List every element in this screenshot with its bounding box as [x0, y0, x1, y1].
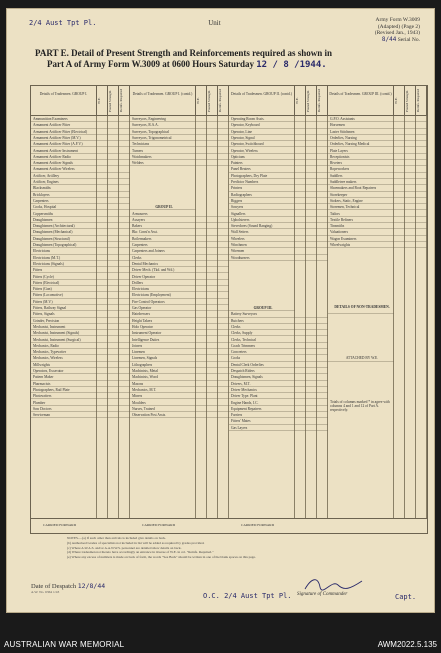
trade-row: Joiners	[130, 343, 229, 349]
trade-row: Plumber	[31, 400, 130, 406]
trade-row: Ammunition Examiners	[31, 116, 130, 122]
date-value: 12 / 8 /1944.	[256, 60, 327, 70]
trade-row: Valuationers	[328, 229, 427, 235]
despatch-date-label: Date of Despatch	[31, 583, 77, 590]
trade-row: Mechanics, Typewriter	[31, 349, 130, 355]
trade-row: Bakers	[130, 223, 229, 229]
trade-row: Height Takers	[130, 318, 229, 324]
column-header-sub-label: Reinfs. Required	[416, 89, 420, 113]
column-header-sub	[306, 86, 317, 116]
trade-row: Battery Surveyors	[229, 311, 328, 317]
trade-row: Receptionists	[328, 154, 427, 160]
trade-row: Boilermakers	[130, 236, 229, 242]
trade-row: Artificer, Artillery	[31, 173, 130, 179]
trade-row: Wagon Examiners	[328, 236, 427, 242]
trade-row: Coach Trimmers	[229, 343, 328, 349]
column-header-sub	[207, 86, 218, 116]
trade-row: Winchmen	[229, 242, 328, 248]
trade-row: Draughtsmen	[31, 217, 130, 223]
trade-row: Tinsmiths	[328, 223, 427, 229]
trade-row: Cooks	[229, 355, 328, 361]
trade-row: Radiographers	[229, 192, 328, 198]
trade-row: Draughtsmen (Mechanical)	[31, 229, 130, 235]
trade-row: Fire Control Operators	[130, 299, 229, 305]
trade-row: Mechanist, Instrument (Signals)	[31, 330, 130, 336]
trade-row: Serviceman	[31, 412, 130, 418]
trade-row: Draughtsmen (Structural)	[31, 236, 130, 242]
trade-row: Hairdressers	[130, 311, 229, 317]
attached-label: ATTACHED BY W.E.	[328, 355, 394, 361]
trade-row: Armament Artificer Wireless	[31, 166, 130, 172]
trade-row: Mechanist, Instrument	[31, 324, 130, 330]
column-header-sub	[394, 86, 405, 116]
column-header-sub-label: W.E.	[97, 97, 101, 105]
trade-row: Woodturners	[229, 255, 328, 261]
carried-forward-label: CARRIED FORWARD	[241, 523, 275, 527]
trade-row: Carpenters	[31, 198, 130, 204]
trade-row: Draughtsmen (Architectural)	[31, 223, 130, 229]
caption-right: AWM2022.5.135	[377, 640, 437, 649]
trade-row: Driver Operator	[130, 274, 229, 280]
column-header-sub-label: Posted Strength	[405, 90, 409, 112]
trade-row: G.P.O. Assistants	[328, 116, 427, 122]
trade-row: Artificer, Engines	[31, 179, 130, 185]
trade-row: Technicians	[130, 141, 229, 147]
trade-row: Wall Setters	[229, 229, 328, 235]
column-header-details: Details of Tradesmen. GROUP I.	[31, 86, 97, 116]
column-header-sub-label: Posted Strength	[306, 90, 310, 112]
trade-row: Turners	[130, 148, 229, 154]
trade-row: Surveyors, Engineering	[130, 116, 229, 122]
trade-row: Armourers	[130, 211, 229, 217]
trade-row: Coppersmiths	[31, 211, 130, 217]
trade-row: Fitters, Signals	[31, 311, 130, 317]
trade-row: Armament Artificer Fitter	[31, 122, 130, 128]
trade-row: Orderlies, Nursing Medical	[328, 141, 427, 147]
column-header-sub-label: Reinfs. Required	[218, 89, 222, 113]
trade-row: Engine Hands, I.C.	[229, 400, 328, 406]
trade-row: Panel Beaters	[229, 166, 328, 172]
trade-row: Equipment Repairers	[229, 406, 328, 412]
unit-label: Unit	[208, 19, 221, 27]
trade-row: Linemen	[130, 349, 229, 355]
trade-row: Upholsterers	[229, 217, 328, 223]
signature-scribble	[302, 575, 372, 593]
caption-left: AUSTRALIAN WAR MEMORIAL	[4, 640, 125, 649]
trade-row: Masons	[130, 381, 229, 387]
trade-row: Predictor Numbers	[229, 179, 328, 185]
trade-row: Driver Mech. (Tkd. and Wd.)	[130, 267, 229, 273]
trade-row: Machinists, Wood	[130, 374, 229, 380]
form-revised: (Revised Jan., 1943)	[374, 30, 420, 36]
column-header-sub-label: Posted Strength	[207, 90, 211, 112]
group-heading: GROUP II.	[130, 204, 196, 210]
note-e: (e) Where any excess of numbers is made on back of form, the words "See Back" should be written in one of the blank spaces on this page.	[67, 555, 256, 560]
column-header-sub-label: W.E.	[295, 97, 299, 105]
column-header-sub	[97, 86, 108, 116]
trade-row: Welders	[130, 160, 229, 166]
trade-row: Riggers	[229, 198, 328, 204]
column-header-sub	[405, 86, 416, 116]
trade-row: Signallers	[229, 211, 328, 217]
column-header-sub	[317, 86, 328, 116]
form-sheet	[6, 8, 435, 613]
trade-row: Millwrights	[31, 362, 130, 368]
trade-row: Bkr. Const'n Asst.	[130, 229, 229, 235]
trade-row: Photographers, Dry Plate	[229, 173, 328, 179]
unit-line	[29, 19, 221, 27]
trade-row: Wheelers	[229, 236, 328, 242]
trade-row: Miners	[130, 393, 229, 399]
column-header-sub	[218, 86, 229, 116]
trade-row: Electricians	[31, 248, 130, 254]
trade-row: Fitters, Railway Signal	[31, 305, 130, 311]
strength-table	[30, 85, 428, 534]
trade-row: Mechanics, Radio	[31, 343, 130, 349]
trade-row: Electricians (Employment)	[130, 292, 229, 298]
note-d: (d) Where tradesmen not thereto have accordingly an entrance in inverse of W.E. in col. "Reinfs. Required."	[67, 550, 214, 555]
trade-row: Printers	[229, 185, 328, 191]
trade-row: Driver Type. Plant	[229, 393, 328, 399]
trade-row: Armament Artificer Radio	[31, 154, 130, 160]
trade-row: Storekeeper	[328, 192, 427, 198]
trade-row: Dental Mechanics	[130, 261, 229, 267]
trade-row: Bricklayers	[31, 192, 130, 198]
signature-label: Signature of Commander	[297, 592, 348, 597]
trade-row: Clerks	[130, 255, 229, 261]
trade-row: Grinder, Precision	[31, 318, 130, 324]
trade-row: Photographers, Rail Plate	[31, 387, 130, 393]
trade-row: Drivers, M.T.	[229, 381, 328, 387]
trade-row: Mechanics, Wireless	[31, 355, 130, 361]
trade-row: Surveyors, R.A.A.	[130, 122, 229, 128]
column-header-sub	[295, 86, 306, 116]
rank: Capt.	[395, 593, 417, 601]
trade-row: Electricians (M.T.)	[31, 255, 130, 261]
trade-row: Ropeworkers	[328, 166, 427, 172]
carried-forward-label: CARRIED FORWARD	[43, 523, 77, 527]
trade-row: Fitters (Gun)	[31, 286, 130, 292]
trade-row: Operator, Switchboard	[229, 141, 328, 147]
column-header-details: Details of Tradesmen. GROUP III. (contd.)	[328, 86, 394, 116]
column-header-sub	[119, 86, 130, 116]
carried-forward-row	[31, 518, 427, 533]
form-title	[35, 48, 415, 71]
column-header-sub	[196, 86, 207, 116]
trade-row: Mechanics, M.T.	[130, 387, 229, 393]
trade-row: Armament Artificer Instrument	[31, 148, 130, 154]
form-name: Army Form W.3009	[375, 17, 420, 23]
trade-row: Operators, Excavator	[31, 368, 130, 374]
trade-row: Sawyers	[229, 204, 328, 210]
trade-row: Pharmacists	[31, 381, 130, 387]
trade-row: Armament Artificer Signals	[31, 160, 130, 166]
trade-row: Concreters	[229, 349, 328, 355]
trade-row: Armament Artificer Fitter (A.F.V.)	[31, 141, 130, 147]
trade-row: Clerks	[229, 324, 328, 330]
trade-row: Holo Operator	[130, 324, 229, 330]
trade-row: Wiremen	[229, 248, 328, 254]
trade-row: Farriers	[229, 412, 328, 418]
trade-row: Operator, Wireless	[229, 148, 328, 154]
trade-row: Nurses, Trained	[130, 406, 229, 412]
trade-row: Despatch Riders	[229, 368, 328, 374]
trade-row: Wheelwrights	[328, 242, 427, 248]
trade-row: Mechanist, Instrument (Surgical)	[31, 337, 130, 343]
trade-row: Fitters (Cycle)	[31, 274, 130, 280]
column-header-details: Details of Tradesmen. GROUP I. (contd.)	[130, 86, 196, 116]
trade-row: Dental Clerk Orderlies	[229, 362, 328, 368]
trade-row: Armament Artificer Fitter (Electrical)	[31, 129, 130, 135]
column-header-sub-label: Posted Strength	[108, 90, 112, 112]
trade-row: Surveyors, Trigonometrical	[130, 135, 229, 141]
trade-row: Painters	[229, 160, 328, 166]
print-note: A.W. No. 6364 1/43	[31, 590, 60, 594]
trade-row: Gas Operator	[130, 305, 229, 311]
trade-row: Carpenters and Joiners	[130, 248, 229, 254]
trade-row: Shoemakers and Boot Repairers	[328, 185, 427, 191]
trade-row: Observation Post Assts.	[130, 412, 229, 418]
form-adapted: (Adapted) (Page 2)	[377, 23, 420, 30]
trade-row: Horsemen	[328, 122, 427, 128]
trade-row: Stevedores (Sound Ranging)	[229, 223, 328, 229]
serial-value: 8/44	[381, 35, 397, 43]
trade-row: Cooks, Hospital	[31, 204, 130, 210]
trade-row: Plate Layers	[328, 148, 427, 154]
note-c: (c) Where A.W.A.S. and/or A.A.N.W.S. personnel are detailed show details on back.	[67, 545, 182, 550]
trade-row: Butchers	[229, 318, 328, 324]
trade-row: Electricians	[130, 286, 229, 292]
trade-row: Operator, Signal	[229, 135, 328, 141]
trade-row: Draughtsmen, Signals	[229, 374, 328, 380]
oc-line: O.C. 2/4 Aust Tpt Pl.	[203, 592, 292, 600]
trade-row: Operator, Line	[229, 129, 328, 135]
title-line-1: PART E. Detail of Present Strength and Reinforcements required as shown in	[35, 48, 333, 58]
trade-row: Fitters' Mates	[229, 418, 328, 424]
trade-row: Electricians (Signals)	[31, 261, 130, 267]
serial-label: Serial No.	[397, 36, 420, 43]
note-a: NOTES.—(a) If such other than arrivals is included give details on back.	[67, 536, 166, 540]
trade-row: Moulders	[130, 400, 229, 406]
trade-row: Assayers	[130, 217, 229, 223]
unit-value: 2/4 Aust Tpt Pl.	[29, 19, 97, 27]
totals-note: Totals of columns marked * in agree with columns 4 and 1 and 12 of Part A. respectively.	[330, 399, 390, 412]
carried-forward-label: CARRIED FORWARD	[142, 523, 176, 527]
trade-row: Pattern Maker	[31, 374, 130, 380]
trade-row: Storemen, Technical	[328, 204, 427, 210]
trade-row: Fitters (Locomotive)	[31, 292, 130, 298]
trade-row: Orderlies, Nursing	[328, 135, 427, 141]
column-header-sub-label: W.E.	[196, 97, 200, 105]
trade-row: Laster Stitchmen	[328, 129, 427, 135]
trade-row: Fitters	[31, 267, 130, 273]
trade-row: Armament Artificer Fitter (M.V.)	[31, 135, 130, 141]
trade-row: Lithographers	[130, 362, 229, 368]
trade-row: Operating Room Assts.	[229, 116, 328, 122]
trade-row: Photowriters	[31, 393, 130, 399]
trade-row: Riveters	[328, 160, 427, 166]
notes	[67, 536, 417, 560]
trade-row: Saw Doctors	[31, 406, 130, 412]
trade-row: Clerks, Supply	[229, 330, 328, 336]
trade-row: Fitters (Electrical)	[31, 280, 130, 286]
column-header-sub-label: Reinfs. Required	[119, 89, 123, 113]
column-header-details: Details of Tradesmen. GROUP II. (contd.)	[229, 86, 295, 116]
trade-row: Textile Refiners	[328, 217, 427, 223]
trade-row: Blacksmiths	[31, 185, 130, 191]
trade-row: Saddlers	[328, 173, 427, 179]
trade-row: Operator, Keyboard	[229, 122, 328, 128]
title-line-2: Part A of Army Form W.3009 at 0600 Hours Saturday	[47, 59, 254, 69]
note-b: (b) Authorised Grades of specialists not included in list will be added as required by grades provided.	[67, 540, 205, 545]
trade-row: Saddletree makers	[328, 179, 427, 185]
despatch-date	[31, 582, 105, 594]
trade-row: Instrument Operator	[130, 330, 229, 336]
form-identifier	[375, 17, 420, 43]
trade-row: Machinists, Metal	[130, 368, 229, 374]
trade-row: Stokers, Static, Engine	[328, 198, 427, 204]
group-heading: GROUP III.	[229, 305, 295, 311]
column-header-sub	[416, 86, 427, 116]
despatch-date-value: 12/8/44	[77, 582, 106, 590]
trade-row: Opticians	[229, 154, 328, 160]
trade-row: Fitters (M.V.)	[31, 299, 130, 305]
non-tradesmen-heading: DETAILS OF NON-TRADESMEN.	[328, 305, 394, 314]
trade-row: Surveyors, Topographical	[130, 129, 229, 135]
trade-row: Linemen, Signals	[130, 355, 229, 361]
trade-row: Carpenters	[130, 242, 229, 248]
trade-row: Intelligence Duties	[130, 337, 229, 343]
trade-row: Tailors	[328, 211, 427, 217]
trade-row: Gas Layers	[229, 425, 328, 431]
trade-row: Draughtsmen (Topographical)	[31, 242, 130, 248]
column-header-sub	[108, 86, 119, 116]
column-header-sub-label: Reinfs. Required	[317, 89, 321, 113]
trade-row: Driver Mechanics	[229, 387, 328, 393]
trade-row: Clerks, Technical	[229, 337, 328, 343]
trade-row: Watchmakers	[130, 154, 229, 160]
trade-row: Drillers	[130, 280, 229, 286]
column-header-sub-label: W.E.	[394, 97, 398, 105]
